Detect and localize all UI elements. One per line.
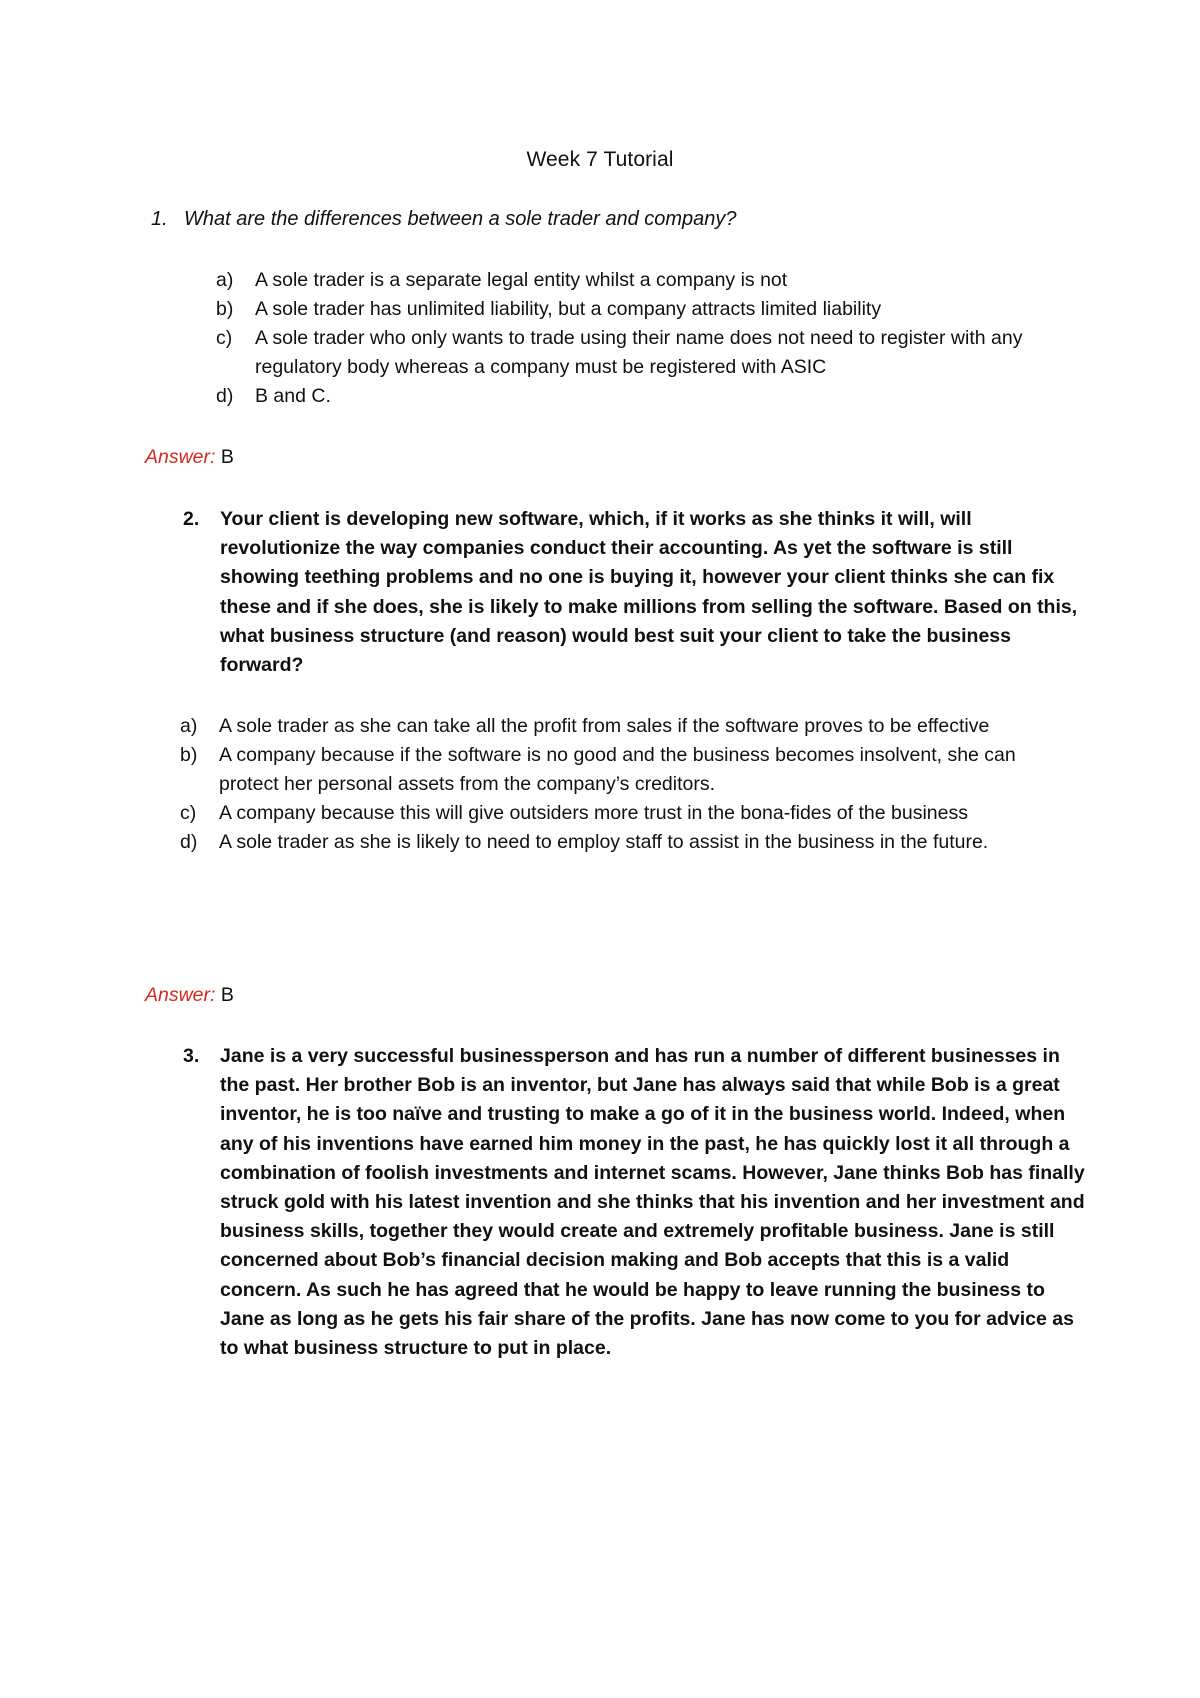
option-letter: a): [216, 269, 234, 291]
question-1: [151, 208, 1084, 231]
option-text: A company because this will give outsiders more trust in the bona-fides of the business: [219, 802, 968, 824]
option-letter: d): [216, 385, 234, 407]
answer-label: Answer:: [145, 984, 216, 1006]
answer-1: [145, 446, 234, 469]
question-2: [183, 505, 1090, 680]
page-title: Week 7 Tutorial: [526, 148, 674, 171]
question-2-options: [180, 712, 1079, 857]
question-3: [183, 1042, 1090, 1363]
option-letter: b): [216, 298, 234, 320]
question-number: 1.: [151, 208, 168, 230]
option-text: A sole trader as she can take all the profit from sales if the software proves to be effective: [219, 715, 990, 737]
option-d: [180, 828, 1079, 857]
option-letter: c): [180, 802, 197, 824]
option-b: [180, 741, 1079, 799]
option-d: [216, 382, 1085, 411]
option-letter: c): [216, 327, 233, 349]
question-text: Your client is developing new software, which, if it works as she thinks it will, will revolutionize the way companies conduct their accounting. As yet the software is still showing teething problems and no one is buying it, however your client thinks she can fix these and if she does, she is likely to make millions from selling the software. Based on this, what business structure (and reason) would best suit your client to take the business forward?: [220, 508, 1078, 677]
answer-2: [145, 984, 234, 1007]
question-text: Jane is a very successful businessperson and has run a number of different businesses in the past. Her brother Bob is an inventor, but Jane has always said that while Bob is a great inventor, he is too naïve and trusting to make a go of it in the business world. Indeed, when any of his inventions have earned him money in the past, he has quickly lost it all through a combination of foolish investments and internet scams. However, Jane thinks Bob has finally struck gold with his latest invention and she thinks that his invention and her investment and business skills, together they would create and extremely profitable business. Jane is still concerned about Bob’s financial decision making and Bob accepts that this is a valid concern. As such he has agreed that he would be happy to leave running the business to Jane as long as he gets his fair share of the profits. Jane has now come to you for advice as to what business structure to put in place.: [220, 1045, 1085, 1360]
question-number: 2.: [183, 508, 200, 530]
option-letter: a): [180, 715, 198, 737]
option-text: A company because if the software is no good and the business becomes insolvent, she can protect her personal assets from the company’s creditors.: [219, 744, 1016, 795]
option-letter: b): [180, 744, 198, 766]
question-number: 3.: [183, 1045, 200, 1067]
option-b: [216, 295, 1085, 324]
option-c: [180, 799, 1079, 828]
option-letter: d): [180, 831, 198, 853]
answer-value: B: [215, 446, 234, 468]
option-c: [216, 324, 1085, 382]
option-text: A sole trader as she is likely to need to employ staff to assist in the business in the future.: [219, 831, 989, 853]
option-text: A sole trader is a separate legal entity whilst a company is not: [255, 269, 788, 291]
answer-value: B: [215, 984, 234, 1006]
answer-label: Answer:: [145, 446, 216, 468]
option-text: A sole trader who only wants to trade using their name does not need to register with any regulatory body whereas a company must be registered with ASIC: [255, 327, 1023, 378]
option-a: [180, 712, 1079, 741]
option-text: B and C.: [255, 385, 331, 407]
option-text: A sole trader has unlimited liability, but a company attracts limited liability: [255, 298, 882, 320]
option-a: [216, 266, 1085, 295]
question-text: What are the differences between a sole trader and company?: [184, 208, 737, 230]
question-1-options: [216, 266, 1085, 411]
